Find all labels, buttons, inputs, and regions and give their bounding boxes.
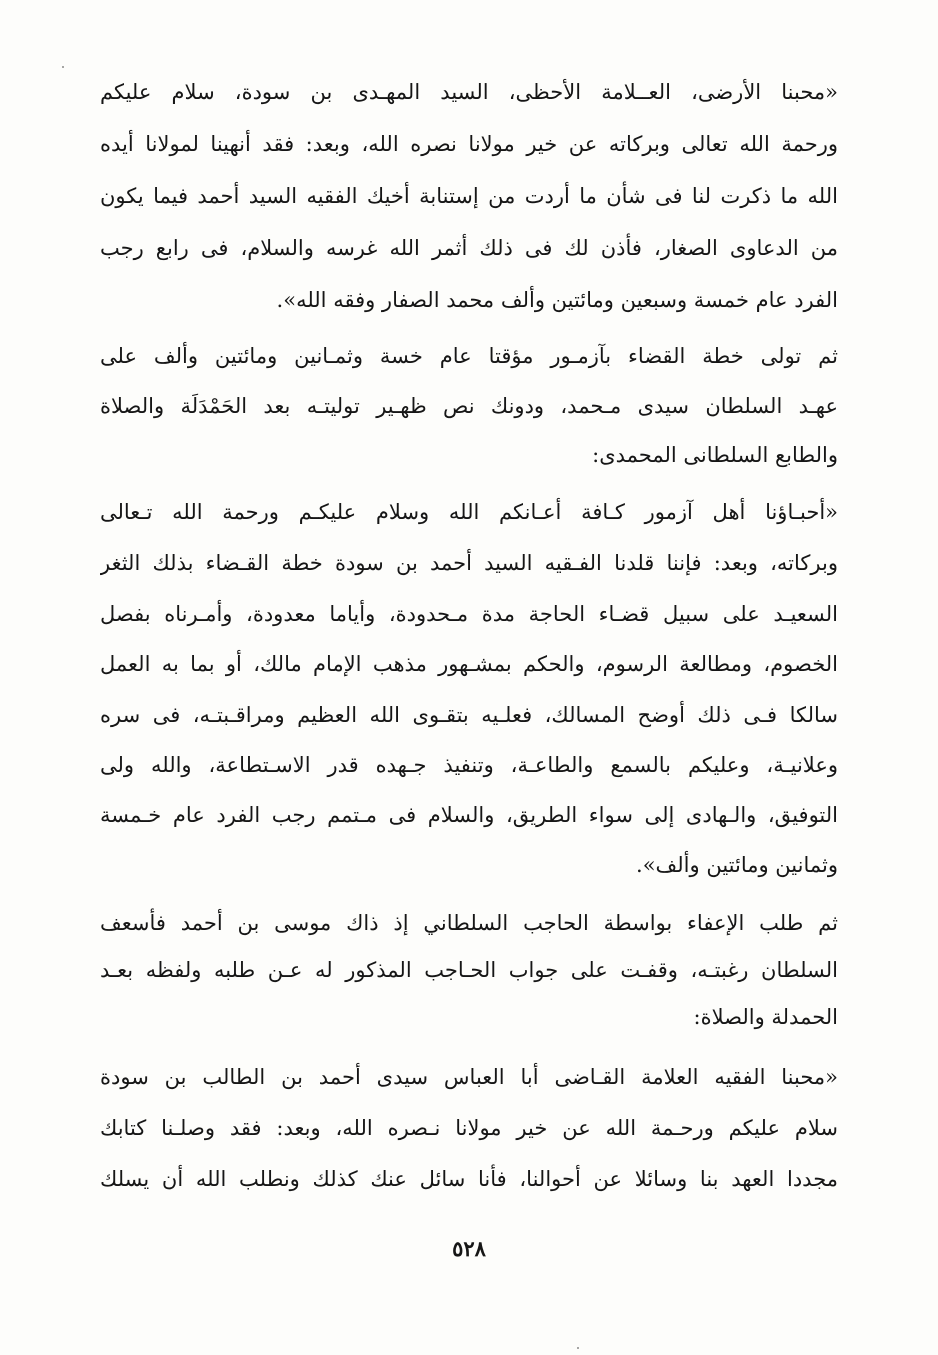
text-line: وبركاته، وبعد: فإننا قلدنا الفـقيه السيد أحمد بن سودة خطة القـضاء بذلك الثغر bbox=[100, 551, 838, 575]
scan-speck bbox=[577, 1347, 579, 1349]
text-line: الحمدلة والصلاة: bbox=[693, 1005, 838, 1029]
text-line: والطابع السلطانى المحمدى: bbox=[592, 443, 838, 467]
text-line: «أحبـاؤنا أهل آزمور كـافة أعـانكم الله وسلام عليكـم ورحمة الله تـعالى bbox=[100, 500, 838, 524]
text-line: «محبنا الفقيه العلامة القـاضى أبا العباس سيدى أحمد بن الطالب بن سودة bbox=[100, 1065, 838, 1089]
text-line: السعيـد على سبيل قضـاء الحاجة مدة مـحدودة، وأياما معدودة، وأمـرناه بفصل bbox=[100, 602, 838, 626]
scan-speck bbox=[62, 66, 64, 68]
text-line: ثم تولى خطة القضاء بآزمـور مؤقتا عام خسة وثمـانين ومائتين وألف على bbox=[100, 344, 838, 368]
text-line: سالكا فـى ذلك أوضح المسالك، فعلـيه بتقـوى الله العظيم ومراقـبتـه، فى سره bbox=[100, 703, 838, 727]
page-number: ٥٢٨ bbox=[452, 1236, 486, 1261]
text-line: عهـد السلطان سيدى مـحمد، ودونك نص ظهـير توليتـه بعد الحَمْدَلَة والصلاة bbox=[100, 394, 838, 418]
text-line: وثمانين ومائتين وألف». bbox=[636, 853, 838, 877]
text-line: ورحمة الله تعالى وبركاته عن خير مولانا نصره الله، وبعد: فقد أنهينا لمولانا أيده bbox=[100, 132, 838, 156]
text-line: ثم طلب الإعفاء بواسطة الحاجب السلطاني إذ ذاك موسى بن أحمد فأسعف bbox=[100, 911, 838, 935]
text-line: السلطان رغبتـه، وقفـت على جواب الحـاجب المذكور له عـن طلبه ولفظه بعـد bbox=[100, 958, 838, 982]
text-line: من الدعاوى الصغار، فأذن لك فى ذلك أثمر الله غرسه والسلام، فى رابع رجب bbox=[100, 236, 838, 260]
text-line: الخصوم، ومطالعة الرسوم، والحكم بمشـهور مذهب الإمام مالك، أو بما به العمل bbox=[100, 652, 838, 676]
text-line: سلام عليكم ورحـمة الله عن خير مولانا نـصره الله، وبعد: فقد وصلـنا كتابك bbox=[100, 1116, 838, 1140]
text-line: وعلانيـة، وعليكم بالسمع والطاعـة، وتنفيذ جـهده قدر الاسـتطاعة، والله ولى bbox=[100, 753, 838, 777]
text-line: الفرد عام خمسة وسبعين ومائتين وألف محمد الصفار وفقه الله». bbox=[276, 288, 838, 312]
text-line: «محبنا الأرضى، العــلامة الأحظى، السيد المهـدى بن سودة، سلام عليكم bbox=[100, 80, 838, 104]
text-line: التوفيق، والـهادى إلى سواء الطريق، والسلام فى مـتمم رجب الفرد عام خـمسة bbox=[100, 803, 838, 827]
text-line: مجددا العهد بنا وسائلا عن أحوالنا، فأنا سائل عنك كذلك ونطلب الله أن يسلك bbox=[100, 1167, 838, 1191]
text-line: الله ما ذكرت لنا فى شأن ما أردت من إستنابة أخيك الفقيه السيد أحمد فيما يكون bbox=[100, 184, 838, 208]
